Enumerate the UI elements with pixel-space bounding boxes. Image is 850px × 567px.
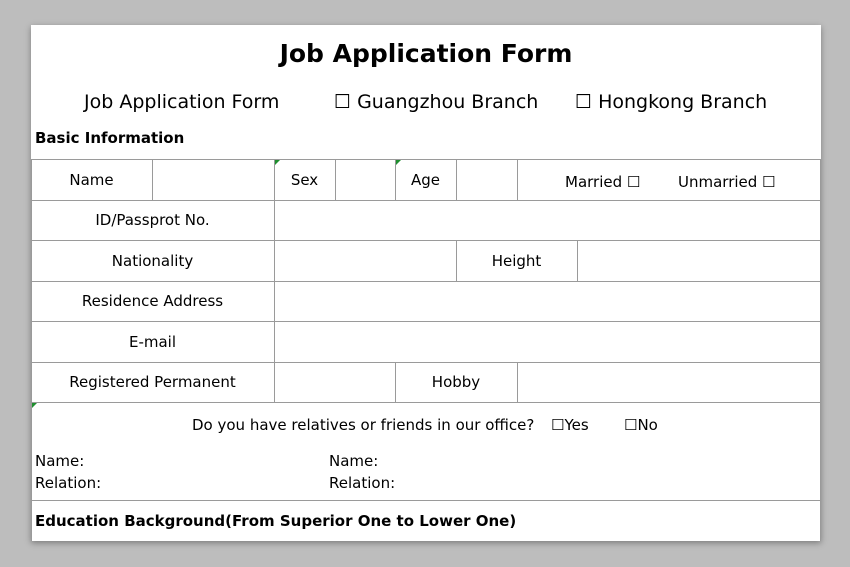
relatives-yes-checkbox[interactable]: ☐Yes [551,416,589,434]
sex-label: Sex [290,170,319,189]
id-passport-label: ID/Passprot No. [95,211,210,229]
form-sheet [31,25,821,541]
unmarried-checkbox[interactable]: Unmarried ☐ [678,173,776,191]
married-checkbox[interactable]: Married ☐ [565,173,641,191]
relative-relation-label-2: Relation: [329,474,396,492]
hobby-input[interactable] [518,363,820,402]
email-label: E-mail [128,332,177,351]
hongkong-branch-checkbox[interactable]: ☐ Hongkong Branch [575,91,768,113]
relative-name-label-2: Name: [329,452,379,470]
nationality-label: Nationality [111,251,194,270]
form-title: Job Application Form [279,39,573,68]
age-label: Age [410,170,440,189]
age-input[interactable] [457,160,517,200]
registered-permanent-label: Registered Permanent [69,373,236,391]
id-passport-input[interactable] [275,201,820,240]
relatives-question: Do you have relatives or friends in our office? [192,416,535,434]
email-input[interactable] [275,322,820,362]
residence-address-label: Residence Address [81,292,224,310]
hobby-label: Hobby [431,373,481,391]
form-label: Job Application Form [84,91,280,113]
relative-relation-label-1: Relation: [35,474,102,492]
basic-information-heading: Basic Information [35,129,185,147]
residence-address-input[interactable] [275,282,820,321]
name-label: Name [69,170,114,189]
basic-information-table [31,25,821,541]
sex-input[interactable] [336,160,395,200]
height-input[interactable] [578,241,820,281]
relative-name-label-1: Name: [35,452,85,470]
name-input[interactable] [153,160,274,200]
relatives-no-checkbox[interactable]: ☐No [624,416,658,434]
guangzhou-branch-checkbox[interactable]: ☐ Guangzhou Branch [334,91,539,113]
registered-permanent-input[interactable] [275,363,395,402]
height-label: Height [491,251,542,270]
education-background-heading: Education Background(From Superior One to Lower One) [35,512,517,530]
nationality-input[interactable] [275,241,456,281]
